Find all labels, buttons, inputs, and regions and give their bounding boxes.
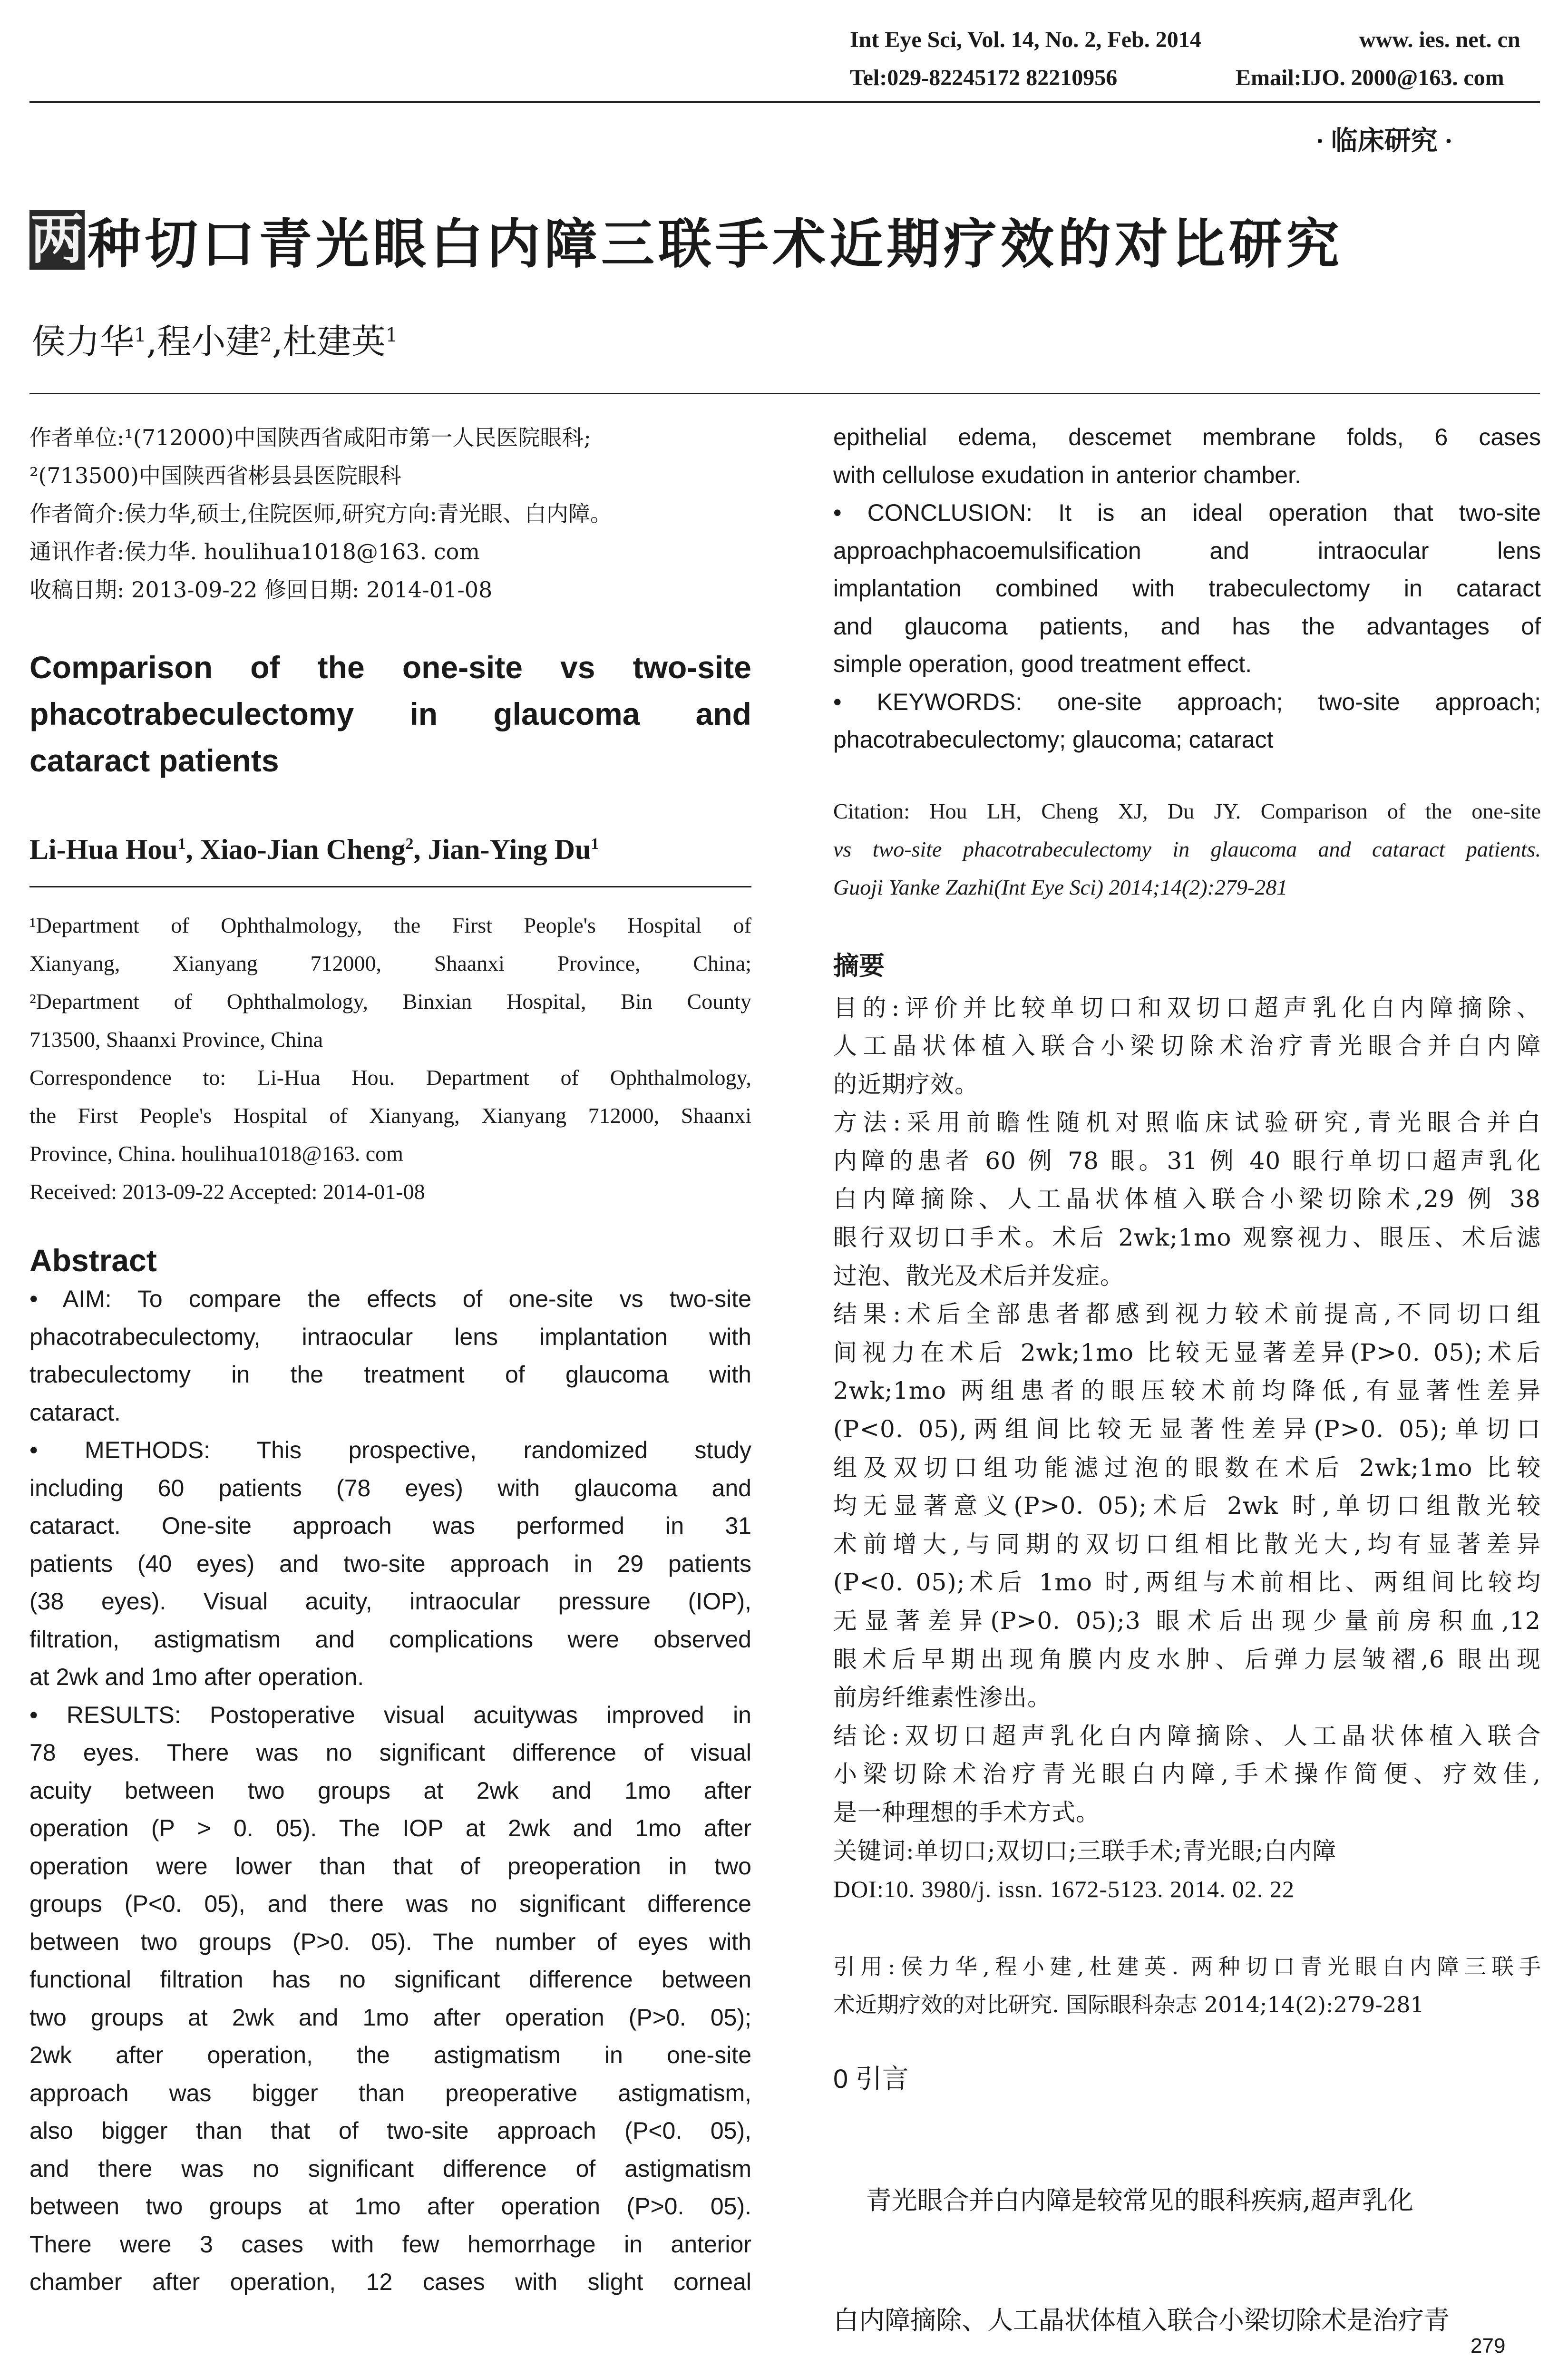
abstract-line: • RESULTS: Postoperative visual acuitywas improved in: [29, 1701, 751, 1728]
zh-abstract-line: 术前增大,与同期的双切口组相比散光大,均有显著差异: [833, 1530, 1541, 1558]
citation-en-line: Guoji Yanke Zazhi(Int Eye Sci) 2014;14(2):279-281: [833, 875, 1288, 899]
journal-line: Int Eye Sci, Vol. 14, No. 2, Feb. 2014: [850, 27, 1201, 52]
abstract-line: • AIM: To compare the effects of one-site vs two-site: [29, 1286, 751, 1312]
citation-cn-line: 引用:侯力华,程小建,杜建英. 两种切口青光眼白内障三联手: [833, 1953, 1541, 1979]
zh-abstract-line: 组及双切口组功能滤过泡的眼数在术后 2wk;1mo 比较: [833, 1453, 1541, 1481]
journal-email[interactable]: Email:IJO. 2000@163. com: [1236, 65, 1504, 90]
correspondence-line: Correspondence to: Li-Hua Hou. Department of Ophthalmology,: [29, 1065, 751, 1090]
author-en-sup: 1: [591, 835, 599, 853]
abstract-line: groups (P<0. 05), and there was no significant difference: [29, 1890, 751, 1917]
keywords-line: phacotrabeculectomy; glaucoma; cataract: [833, 726, 1274, 753]
zh-abstract-line: 前房纤维素性渗出。: [833, 1684, 1052, 1712]
abstract-line: filtration, astigmatism and complications were observed: [29, 1626, 751, 1653]
author-en-name: , Jian-Ying Du: [413, 834, 591, 865]
abstract-line: cataract.: [29, 1399, 121, 1426]
abstract-line: approach was bigger than preoperative astigmatism,: [29, 2079, 751, 2106]
abstract-line: including 60 patients (78 eyes) with glaucoma and: [29, 1474, 751, 1501]
intro-line: 白内障摘除、人工晶状体植入联合小梁切除术是治疗青: [833, 2305, 1450, 2335]
title-rule: [29, 393, 1540, 394]
zh-abstract-line: 小梁切除术治疗青光眼白内障,手术操作简便、疗效佳,: [833, 1760, 1541, 1788]
correspondence-line: the First People's Hospital of Xianyang, Xianyang 712000, Shaanxi: [29, 1103, 751, 1128]
paper-title: [29, 208, 1343, 275]
zh-abstract: [833, 989, 1541, 1909]
citation-en-line: Citation: Hou LH, Cheng XJ, Du JY. Comparison of the one-site: [833, 799, 1541, 823]
zh-abstract-heading: 摘要: [833, 950, 885, 981]
abstract-line: epithelial edema, descemet membrane folds, 6 cases: [833, 424, 1541, 450]
zh-abstract-line: 间视力在术后 2wk;1mo 比较无显著差异(P>0. 05);术后: [833, 1338, 1541, 1366]
zh-abstract-line: 2wk;1mo 两组患者的眼压较术前均降低,有显著性差异: [833, 1377, 1541, 1405]
zh-abstract-line: 是一种理想的手术方式。: [833, 1798, 1100, 1826]
journal-website[interactable]: www. ies. net. cn: [1359, 27, 1520, 52]
journal-tel: Tel:029-82245172 82210956: [850, 65, 1118, 90]
abstract-line: two groups at 2wk and 1mo after operation (P>0. 05);: [29, 2004, 751, 2031]
intro-heading: 0 引言: [833, 2063, 909, 2094]
zh-abstract-line: 结论:双切口超声乳化白内障摘除、人工晶状体植入联合: [833, 1722, 1541, 1750]
intro-text: [833, 2101, 1541, 2377]
section-tag: · 临床研究 ·: [1315, 127, 1453, 156]
abstract-line: There were 3 cases with few hemorrhage in anterior: [29, 2231, 751, 2258]
zh-abstract-line: 白内障摘除、人工晶状体植入联合小梁切除术,29 例 38: [833, 1185, 1541, 1213]
affiliation-en-line: 713500, Shaanxi Province, China: [29, 1027, 323, 1052]
affiliation-cn-line: ²(713500)中国陕西省彬县县医院眼科: [29, 463, 401, 488]
author-en-sup: 2: [405, 835, 414, 853]
abstract-line: implantation combined with trabeculectomy in cataract: [833, 575, 1541, 602]
author-en-sup: 1: [177, 835, 186, 853]
abstract-line: between two groups (P>0. 05). The number of eyes with: [29, 1928, 751, 1955]
zh-abstract-line: (P<0. 05);术后 1mo 时,两组与术前相比、两组间比较均: [833, 1568, 1541, 1597]
author-cn-name: 侯力华: [31, 321, 135, 361]
zh-abstract-line: 眼行双切口手术。术后 2wk;1mo 观察视力、眼压、术后滤: [833, 1224, 1541, 1252]
abstract-line: simple operation, good treatment effect.: [833, 651, 1252, 677]
abstract-line: trabeculectomy in the treatment of glaucoma with: [29, 1361, 751, 1388]
abstract-line: at 2wk and 1mo after operation.: [29, 1664, 364, 1690]
abstract-line: and there was no significant difference of astigmatism: [29, 2155, 751, 2182]
zh-abstract-line: 无显著差异(P>0. 05);3 眼术后出现少量前房积血,12: [833, 1607, 1541, 1635]
zh-abstract-line: 内障的患者 60 例 78 眼。31 例 40 眼行单切口超声乳化: [833, 1147, 1541, 1175]
abstract-line: also bigger than that of two-site approach (P<0. 05),: [29, 2117, 751, 2144]
received-line: Received: 2013-09-22 Accepted: 2014-01-08: [29, 1179, 425, 1204]
abstract-line: operation were lower than that of preoperation in two: [29, 1852, 751, 1880]
abstract-line: cataract. One-site approach was performed in 31: [29, 1512, 751, 1539]
citation-en-line: vs two-site phacotrabeculectomy in glaucoma and cataract patients.: [833, 837, 1541, 861]
citation-cn-line: 术近期疗效的对比研究. 国际眼科杂志 2014;14(2):279-281: [833, 1991, 1424, 2017]
authors-rule: [29, 886, 751, 887]
abstract-line: • CONCLUSION: It is an ideal operation that two-site: [833, 499, 1541, 526]
affiliation-en-line: Xianyang, Xianyang 712000, Shaanxi Province, China;: [29, 951, 751, 975]
title-text: 种切口青光眼白内障三联手术近期疗效的对比研究: [88, 213, 1343, 275]
intro-line: 青光眼合并白内障是较常见的眼科疾病,超声乳化: [833, 2185, 1413, 2215]
keywords-line: • KEYWORDS: one-site approach; two-site approach;: [833, 688, 1541, 715]
author-cn-name: ,程小建: [146, 321, 260, 361]
english-title: [29, 644, 751, 784]
abstract-line: patients (40 eyes) and two-site approach in 29 patients: [29, 1550, 751, 1577]
english-title-line: Comparison of the one-site vs two-site: [29, 650, 751, 685]
zh-abstract-line: 眼术后早期出现角膜内皮水肿、后弹力层皱褶,6 眼出现: [833, 1645, 1541, 1673]
zh-keywords-line: 关键词:单切口;双切口;三联手术;青光眼;白内障: [833, 1837, 1337, 1865]
affiliation-cn-line: 收稿日期: 2013-09-22 修回日期: 2014-01-08: [29, 577, 493, 603]
english-title-line: cataract patients: [29, 743, 279, 778]
author-cn-sup: 1: [134, 324, 146, 346]
zh-abstract-line: 均无显著意义(P>0. 05);术后 2wk 时,单切口组散光较: [833, 1492, 1541, 1520]
abstract-line: 2wk after operation, the astigmatism in one-site: [29, 2042, 751, 2068]
authors-cn: [31, 314, 398, 363]
abstract-line: operation (P > 0. 05). The IOP at 2wk and 1mo after: [29, 1815, 751, 1841]
abstract-left: [29, 1280, 751, 2301]
title-initial: 两: [30, 208, 84, 271]
citation-en: [833, 792, 1541, 906]
authors-en: [29, 833, 751, 866]
affiliation-en-line: ¹Department of Ophthalmology, the First People's Hospital of: [29, 913, 751, 937]
author-en-name: Li-Hua Hou: [29, 834, 178, 865]
zh-abstract-line: 的近期疗效。: [833, 1070, 979, 1098]
abstract-line: (38 eyes). Visual acuity, intraocular pressure (IOP),: [29, 1588, 751, 1615]
zh-abstract-line: 过泡、散光及术后并发症。: [833, 1262, 1124, 1290]
citation-cn: [833, 1948, 1541, 2024]
zh-abstract-line: 目的:评价并比较单切口和双切口超声乳化白内障摘除、: [833, 994, 1541, 1022]
abstract-line: phacotrabeculectomy, intraocular lens implantation with: [29, 1323, 751, 1350]
english-title-line: phacotrabeculectomy in glaucoma and: [29, 696, 751, 731]
zh-abstract-line: 结果:术后全部患者都感到视力较术前提高,不同切口组: [833, 1300, 1541, 1328]
abstract-line: • METHODS: This prospective, randomized study: [29, 1437, 751, 1463]
page-number: 279: [1471, 2334, 1506, 2358]
doi-line[interactable]: DOI:10. 3980/j. issn. 1672-5123. 2014. 02. 22: [833, 1876, 1295, 1903]
author-en-name: , Xiao-Jian Cheng: [185, 834, 406, 865]
abstract-line: acuity between two groups at 2wk and 1mo after: [29, 1777, 751, 1804]
abstract-line: functional filtration has no significant difference between: [29, 1966, 751, 1993]
affiliation-en: [29, 906, 751, 1211]
zh-abstract-line: (P<0. 05),两组间比较无显著性差异(P>0. 05);单切口: [833, 1415, 1541, 1443]
zh-abstract-line: 方法:采用前瞻性随机对照临床试验研究,青光眼合并白: [833, 1109, 1541, 1137]
affiliation-cn: [29, 419, 751, 609]
affiliation-cn-line: 作者单位:¹(712000)中国陕西省咸阳市第一人民医院眼科;: [29, 425, 591, 450]
affiliation-cn-line: 通讯作者:侯力华. houlihua1018@163. com: [29, 539, 480, 565]
right-column: [833, 419, 1541, 2377]
affiliation-cn-line: 作者简介:侯力华,硕士,住院医师,研究方向:青光眼、白内障。: [29, 501, 612, 526]
zh-abstract-line: 人工晶状体植入联合小梁切除术治疗青光眼合并白内障: [833, 1032, 1541, 1060]
correspondence-line: Province, China. houlihua1018@163. com: [29, 1141, 403, 1166]
author-cn-sup: 1: [385, 324, 398, 346]
abstract-line: chamber after operation, 12 cases with slight corneal: [29, 2269, 751, 2295]
affiliation-en-line: ²Department of Ophthalmology, Binxian Hospital, Bin County: [29, 989, 751, 1013]
abstract-right: [833, 419, 1541, 759]
author-cn-name: ,杜建英: [272, 321, 386, 361]
left-column: [29, 419, 751, 2301]
abstract-line: and glaucoma patients, and has the advantages of: [833, 613, 1541, 640]
abstract-heading: Abstract: [29, 1243, 157, 1278]
abstract-line: 78 eyes. There was no significant difference of visual: [29, 1739, 751, 1766]
abstract-line: with cellulose exudation in anterior chamber.: [833, 461, 1301, 488]
header-rule: [29, 101, 1540, 103]
abstract-line: approachphacoemulsification and intraocular lens: [833, 537, 1541, 564]
abstract-line: between two groups at 1mo after operation (P>0. 05).: [29, 2193, 751, 2220]
author-cn-sup: 2: [260, 324, 272, 346]
